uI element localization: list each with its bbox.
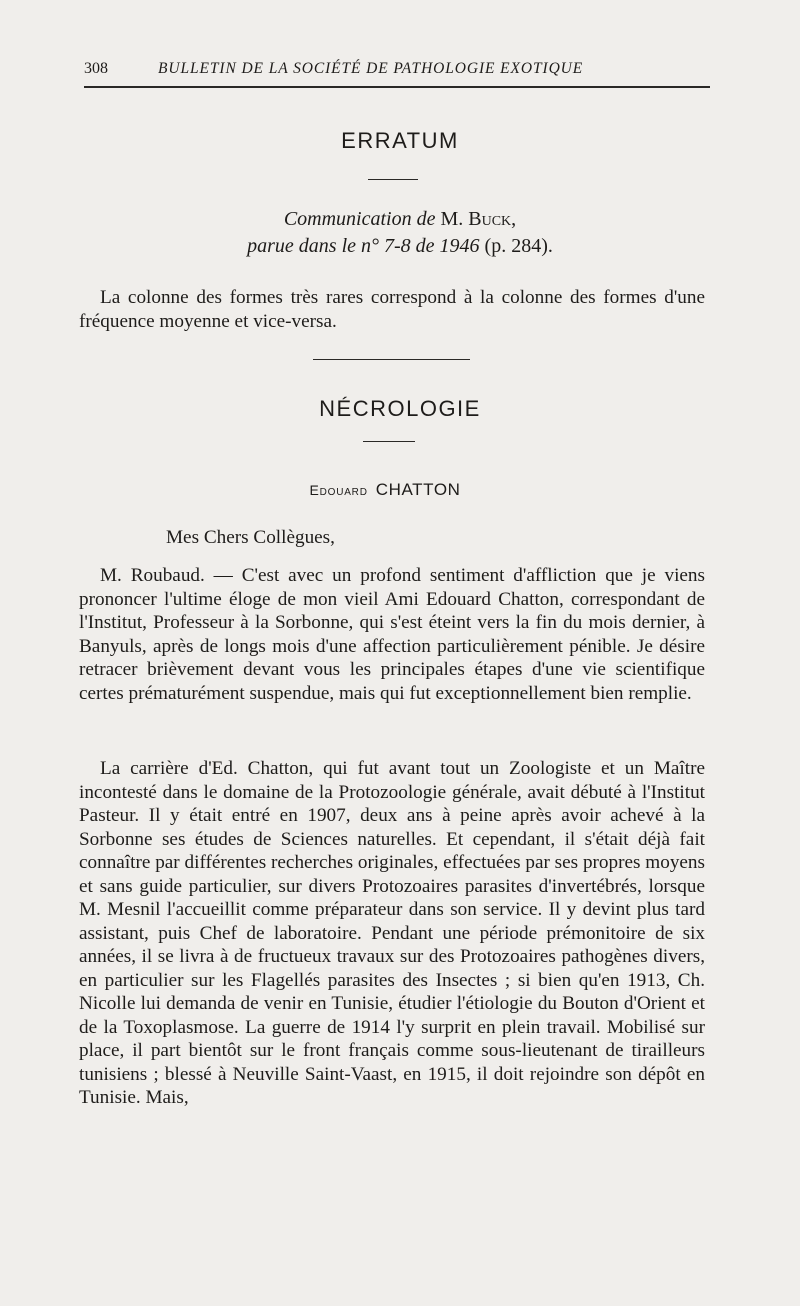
erratum-text: La colonne des formes très rares correspond à la colonne des formes d'une fréquence moyenne et vice-versa. <box>79 287 705 332</box>
necrologie-title-rule <box>363 441 415 442</box>
subject-first-name: Edouard <box>309 482 368 498</box>
erratum-issue: parue dans le n° 7-8 de 1946 <box>247 235 480 257</box>
salutation: Mes Chers Collègues, <box>166 527 335 548</box>
section-divider <box>313 359 470 360</box>
page-number: 308 <box>84 60 108 77</box>
necrologie-title: NÉCROLOGIE <box>319 396 481 421</box>
running-title: BULLETIN DE LA SOCIÉTÉ DE PATHOLOGIE EXOTIQUE <box>158 60 584 77</box>
body-paragraph-1: M. Roubaud. — C'est avec un profond sentiment d'affliction que je viens prononcer l'ultime éloge de mon vieil Ami Edouard Chatton, correspondant de l'Institut, Professeur à la Sorbonne, qui s'est éteint vers la fin du mois dernier, à Banyuls, après de longs mois d'une affection particulièrement pénible. Je désire retracer brièvement devant vous les principales étapes d'une vie scientifique certes prématurément suspendue, mais qui fut exceptionnellement bien remplie. <box>79 565 705 704</box>
erratum-line-1 <box>0 208 800 231</box>
erratum-title-rule <box>368 179 418 180</box>
erratum-communication-label: Communication de <box>283 208 436 230</box>
obituary-subject <box>0 480 770 500</box>
erratum-page-ref: (p. 284). <box>484 235 553 257</box>
erratum-author: M. Buck, <box>440 208 517 230</box>
subject-last-name: CHATTON <box>375 480 461 499</box>
body-paragraph-2: La carrière d'Ed. Chatton, qui fut avant tout un Zoologiste et un Maître incontesté dans le domaine de la Protozoologie générale, avait débuté à l'Institut Pasteur. Il y était entré en 1907, deux ans à peine après avoir achevé à la Sorbonne ses études de Sciences naturelles. Et cependant, il s'était déjà fait connaître par différentes recherches originales, effectuées par ses propres moyens et sans guide particulier, sur divers Protozoaires parasites d'invertébrés, lorsque M. Mesnil l'accueillit comme préparateur dans son service. Il y devint plus tard assistant, puis Chef de laboratoire. Pendant une période prémonitoire de six années, il se livra à de fructueux travaux sur des Protozoaires pathogènes divers, en particulier sur les Flagellés parasites des Insectes ; si bien qu'en 1913, Ch. Nicolle lui demanda de venir en Tunisie, étudier l'étiologie du Bouton d'Orient et de la Toxoplasmose. La guerre de 1914 l'y surprit en plein travail. Mobilisé sur place, il part bientôt sur le front français comme sous-lieutenant de tirailleurs tunisiens ; blessé à Neuville Saint-Vaast, en 1915, il doit rejoindre son dépôt en Tunisie. Mais, <box>79 758 705 1108</box>
page-header <box>84 58 710 88</box>
erratum-title: ERRATUM <box>341 128 459 153</box>
erratum-line-2 <box>0 235 800 258</box>
